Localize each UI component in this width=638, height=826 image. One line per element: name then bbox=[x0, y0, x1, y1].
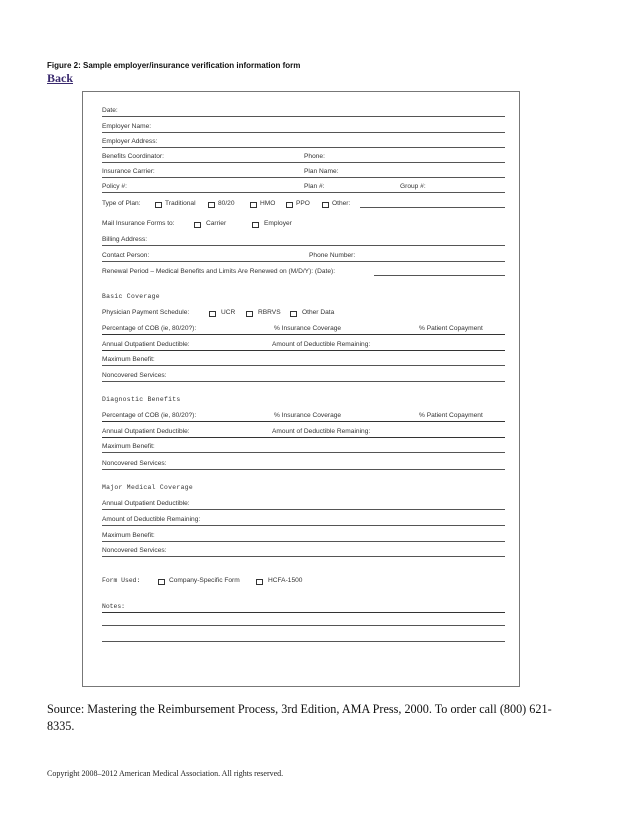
major-deductible-remaining-row[interactable] bbox=[102, 510, 505, 526]
type-of-plan-row bbox=[102, 194, 505, 209]
billing-address-row[interactable] bbox=[102, 230, 505, 246]
major-annual-deductible-row[interactable] bbox=[102, 494, 505, 510]
carrier-option: Carrier bbox=[206, 220, 227, 227]
basic-deductible-remaining-label: Amount of Deductible Remaining: bbox=[272, 341, 371, 348]
copyright-notice: Copyright 2008–2012 American Medical Association. All rights reserved. bbox=[47, 769, 284, 778]
source-citation: Source: Mastering the Reimbursement Process, 3rd Edition, AMA Press, 2000. To order call (800) 621-8335. bbox=[47, 702, 552, 733]
basic-deductible-row[interactable] bbox=[102, 335, 505, 351]
employer-option: Employer bbox=[264, 220, 292, 227]
payment-schedule-label: Physician Payment Schedule: bbox=[102, 309, 190, 316]
carrier-checkbox[interactable] bbox=[194, 222, 201, 228]
diagnostic-noncovered-label: Noncovered Services: bbox=[102, 460, 167, 467]
diagnostic-cob-label: Percentage of COB (ie, 80/20?): bbox=[102, 412, 197, 419]
major-maximum-benefit-row[interactable] bbox=[102, 526, 505, 542]
back-link[interactable]: Back bbox=[47, 71, 74, 85]
billing-address-label: Billing Address: bbox=[102, 236, 148, 243]
other-data-checkbox[interactable] bbox=[290, 311, 297, 317]
employer-checkbox[interactable] bbox=[252, 222, 259, 228]
payment-schedule-row bbox=[102, 303, 505, 318]
phone-label: Phone: bbox=[304, 153, 325, 160]
major-annual-deductible-label: Annual Outpatient Deductible: bbox=[102, 500, 190, 507]
ucr-checkbox[interactable] bbox=[209, 311, 216, 317]
phone-number-label: Phone Number: bbox=[309, 252, 356, 259]
diagnostic-deductible-row[interactable] bbox=[102, 422, 505, 438]
basic-annual-deductible-label: Annual Outpatient Deductible: bbox=[102, 341, 190, 348]
renewal-date-line[interactable] bbox=[374, 275, 505, 276]
employer-address-row[interactable] bbox=[102, 132, 505, 148]
contact-person-label: Contact Person: bbox=[102, 252, 150, 259]
other-data-option: Other Data bbox=[302, 309, 335, 316]
hmo-option: HMO bbox=[260, 200, 276, 207]
hcfa-1500-option: HCFA-1500 bbox=[268, 577, 303, 584]
basic-cob-label: Percentage of COB (ie, 80/20?): bbox=[102, 325, 197, 332]
company-specific-option: Company-Specific Form bbox=[169, 577, 240, 584]
basic-noncovered-label: Noncovered Services: bbox=[102, 372, 167, 379]
traditional-option: Traditional bbox=[165, 200, 196, 207]
type-of-plan-label: Type of Plan: bbox=[102, 200, 141, 207]
date-label: Date: bbox=[102, 107, 118, 114]
renewal-label: Renewal Period – Medical Benefits and Limits Are Renewed on (M/D/Y): (Date): bbox=[102, 268, 336, 275]
group-number-label: Group #: bbox=[400, 183, 426, 190]
basic-maximum-benefit-label: Maximum Benefit: bbox=[102, 356, 155, 363]
major-deductible-remaining-label: Amount of Deductible Remaining: bbox=[102, 516, 201, 523]
employer-address-label: Employer Address: bbox=[102, 138, 158, 145]
plan-name-label: Plan Name: bbox=[304, 168, 339, 175]
ppo-option: PPO bbox=[296, 200, 310, 207]
mail-forms-label: Mail Insurance Forms to: bbox=[102, 220, 175, 227]
company-specific-checkbox[interactable] bbox=[158, 579, 165, 585]
contact-person-row[interactable] bbox=[102, 246, 505, 262]
employer-name-label: Employer Name: bbox=[102, 123, 152, 130]
basic-coverage-heading: Basic Coverage bbox=[102, 293, 160, 300]
major-maximum-benefit-label: Maximum Benefit: bbox=[102, 532, 155, 539]
traditional-checkbox[interactable] bbox=[155, 202, 162, 208]
hmo-checkbox[interactable] bbox=[250, 202, 257, 208]
policy-row[interactable] bbox=[102, 177, 505, 193]
form-used-row bbox=[102, 571, 505, 586]
benefits-coordinator-label: Benefits Coordinator: bbox=[102, 153, 164, 160]
diagnostic-maximum-benefit-label: Maximum Benefit: bbox=[102, 443, 155, 450]
insurance-carrier-row[interactable] bbox=[102, 162, 505, 178]
mail-forms-row bbox=[102, 214, 505, 229]
renewal-row bbox=[102, 262, 505, 277]
diagnostic-noncovered-row[interactable] bbox=[102, 454, 505, 470]
date-row[interactable] bbox=[102, 101, 505, 117]
other-option: Other: bbox=[332, 200, 351, 207]
basic-maximum-benefit-row[interactable] bbox=[102, 350, 505, 366]
insurance-carrier-label: Insurance Carrier: bbox=[102, 168, 155, 175]
diagnostic-maximum-benefit-row[interactable] bbox=[102, 437, 505, 453]
diagnostic-deductible-remaining-label: Amount of Deductible Remaining: bbox=[272, 428, 371, 435]
other-checkbox[interactable] bbox=[322, 202, 329, 208]
major-noncovered-row[interactable] bbox=[102, 541, 505, 557]
notes-row[interactable] bbox=[102, 597, 505, 613]
diagnostic-insurance-coverage-label: % Insurance Coverage bbox=[274, 412, 342, 419]
form-used-label: Form Used: bbox=[102, 577, 141, 584]
notes-line-3[interactable] bbox=[102, 641, 505, 642]
hcfa-1500-checkbox[interactable] bbox=[256, 579, 263, 585]
plan-number-label: Plan #: bbox=[304, 183, 325, 190]
employer-name-row[interactable] bbox=[102, 117, 505, 133]
basic-noncovered-row[interactable] bbox=[102, 366, 505, 382]
diagnostic-benefits-heading: Diagnostic Benefits bbox=[102, 396, 181, 403]
diagnostic-annual-deductible-label: Annual Outpatient Deductible: bbox=[102, 428, 190, 435]
policy-label: Policy #: bbox=[102, 183, 127, 190]
basic-cob-row[interactable] bbox=[102, 319, 505, 335]
80-20-checkbox[interactable] bbox=[208, 202, 215, 208]
notes-label: Notes: bbox=[102, 603, 126, 610]
rbrvs-checkbox[interactable] bbox=[246, 311, 253, 317]
ppo-checkbox[interactable] bbox=[286, 202, 293, 208]
figure-caption: Figure 2: Sample employer/insurance verification information form bbox=[47, 61, 301, 70]
80-20-option: 80/20 bbox=[218, 200, 235, 207]
other-plan-line[interactable] bbox=[360, 207, 505, 208]
diagnostic-patient-copayment-label: % Patient Copayment bbox=[419, 412, 483, 419]
major-noncovered-label: Noncovered Services: bbox=[102, 547, 167, 554]
rbrvs-option: RBRVS bbox=[258, 309, 281, 316]
ucr-option: UCR bbox=[221, 309, 236, 316]
major-medical-heading: Major Medical Coverage bbox=[102, 484, 193, 491]
diagnostic-cob-row[interactable] bbox=[102, 406, 505, 422]
benefits-coordinator-row[interactable] bbox=[102, 147, 505, 163]
basic-insurance-coverage-label: % Insurance Coverage bbox=[274, 325, 342, 332]
basic-patient-copayment-label: % Patient Copayment bbox=[419, 325, 483, 332]
notes-line-2[interactable] bbox=[102, 625, 505, 626]
